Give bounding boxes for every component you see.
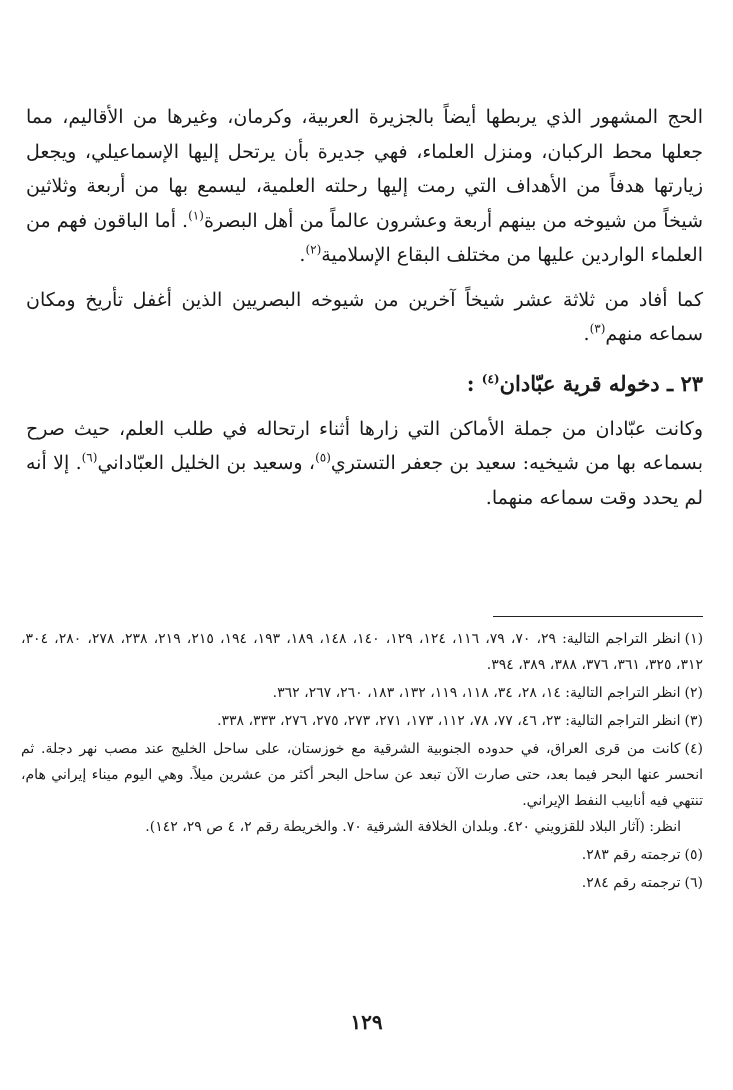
footnote-2-number: (٢) <box>684 685 703 701</box>
footnote-divider <box>493 616 703 617</box>
section-heading-text: ٢٣ ـ دخوله قرية عبّادان <box>499 370 703 396</box>
footnote-ref-5[interactable]: (٥) <box>315 450 331 465</box>
main-text <box>26 100 703 515</box>
footnote-3 <box>21 708 703 734</box>
footnote-4-number: (٤) <box>684 741 703 757</box>
paragraph-3-text: وكانت عبّادان من جملة الأماكن التي زارها أثناء ارتحاله في طلب العلم، حيث صرح بسماعه بها من شيخيه: سعيد بن جعفر التستري <box>26 417 703 474</box>
paragraph-3 <box>26 412 703 516</box>
footnote-1-text: انظر التراجم التالية: ٢٩، ٧٠، ٧٩، ١١٦، ١٢٤، ١٢٩، ١٤٠، ١٤٨، ١٨٩، ١٩٣، ١٩٤، ٢١٥، ٢١٩، ٢٣٨، ٢٧٨، ٢٨٠، ٣٠٤، ٣١٢، ٣٢٥، ٣٦١، ٣٧٦، ٣٨٨، ٣٨٩، ٣٩٤. <box>21 631 703 673</box>
paragraph-1 <box>26 100 703 273</box>
paragraph-1-text: الحج المشهور الذي يربطها أيضاً بالجزيرة العربية، وكرمان، وغيرها من الأقاليم، مما جعلها محط الركبان، ومنزل العلماء، فهي جديرة بأن يرتحل إليها الإسماعيلي، ويجعل زيارتها هدفاً من الأهداف التي رمت إليها رحلته العلمية، ليسمع بها من أربعة وثلاثين شيخاً من شيوخه من بينهم أربعة وعشرون عالماً من أهل البصرة <box>26 106 704 232</box>
paragraph-2 <box>26 283 703 352</box>
section-heading <box>26 366 703 402</box>
footnote-4 <box>21 736 703 840</box>
footnote-1-number: (١) <box>684 631 704 647</box>
footnote-1 <box>21 626 703 678</box>
section-heading-colon: : <box>466 370 475 396</box>
footnote-6 <box>21 870 703 896</box>
footnote-5-number: (٥) <box>684 847 703 863</box>
footnote-6-text: ترجمته رقم ٢٨٤. <box>581 875 681 891</box>
page-number: ١٢٩ <box>350 1010 383 1034</box>
footnote-ref-2[interactable]: (٢) <box>305 242 322 257</box>
paragraph-1-end: . <box>299 244 306 266</box>
footnote-3-text: انظر التراجم التالية: ٢٣، ٤٦، ٧٧، ٧٨، ١١٢، ١٧٣، ٢٧١، ٢٧٣، ٢٧٥، ٢٧٦، ٣٣٣، ٣٣٨. <box>217 713 681 729</box>
footnote-2 <box>21 680 703 706</box>
paragraph-1-mid: . أما الباقون فهم من العلماء الواردين عليها من مختلف البقاع الإسلامية <box>26 209 703 266</box>
paragraph-3-mid: ، وسعيد بن الخليل العبّاداني <box>97 452 316 474</box>
paragraph-3-end: . إلا أنه لم يحدد وقت سماعه منهما. <box>26 452 703 509</box>
footnote-ref-3[interactable]: (٣) <box>589 321 606 336</box>
footnote-4-text: كانت من قرى العراق، في حدوده الجنوبية الشرقية مع خوزستان، على ساحل الخليج عند مصب نهر دجلة. ثم انحسر عنها البحر فيما بعد، حتى صارت الآن تبعد عن ساحل البحر أكثر من عشرين ميلاً. وهي اليوم ميناء إيراني هام، تنتهي فيه أنابيب النفط الإيراني. <box>21 741 703 809</box>
footnote-5-text: ترجمته رقم ٢٨٣. <box>581 847 681 863</box>
footnote-ref-4[interactable]: (٤) <box>481 371 500 386</box>
footnotes <box>21 626 703 898</box>
footnote-3-number: (٣) <box>684 713 703 729</box>
footnote-6-number: (٦) <box>684 875 703 891</box>
footnote-ref-1[interactable]: (١) <box>188 208 204 223</box>
paragraph-2-end: . <box>583 323 590 345</box>
footnote-5 <box>21 842 703 868</box>
footnote-4-sources: انظر: (آثار البلاد للقزويني ٤٢٠. وبلدان الخلافة الشرقية ٧٠. والخريطة رقم ٢، ٤ ص ٢٩، ١٤٢). <box>145 819 681 835</box>
paragraph-2-text: كما أفاد من ثلاثة عشر شيخاً آخرين من شيوخه البصريين الذين أغفل تأريخ ومكان سماعه منهم <box>26 288 703 345</box>
footnote-ref-6[interactable]: (٦) <box>81 450 98 465</box>
footnote-2-text: انظر التراجم التالية: ١٤، ٢٨، ٣٤، ١١٨، ١١٩، ١٣٢، ١٨٣، ٢٦٠، ٢٦٧، ٣٦٢. <box>272 685 681 701</box>
